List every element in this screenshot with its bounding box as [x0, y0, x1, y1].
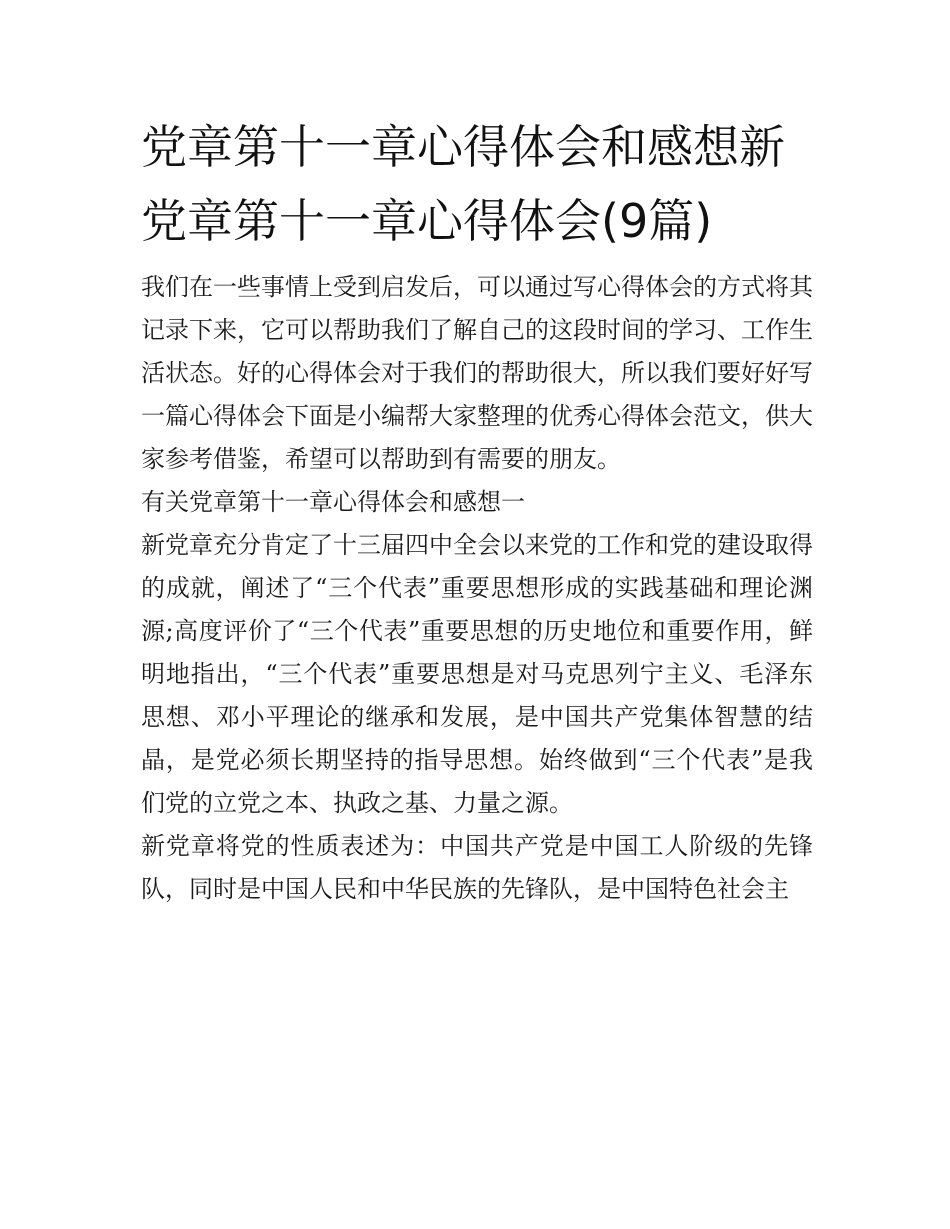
body-paragraph-1: 新党章充分肯定了十三届四中全会以来党的工作和党的建设取得的成就，阐述了“三个代表”重要思想形成的实践基础和理论渊源;高度评价了“三个代表”重要思想的历史地位和重要作用，鲜明地指出，“三个代表”重要思想是对马克思列宁主义、毛泽东思想、邓小平理论的继承和发展，是中国共产党集体智慧的结晶，是党必须长期坚持的指导思想。始终做到“三个代表”是我们党的立党之本、执政之基、力量之源。	[141, 531, 813, 817]
document-body	[141, 110, 813, 911]
section-heading: 有关党章第十一章心得体会和感想一	[141, 488, 525, 516]
intro-paragraph: 我们在一些事情上受到启发后，可以通过写心得体会的方式将其记录下来，它可以帮助我们了解自己的这段时间的学习、工作生活状态。好的心得体会对于我们的帮助很大，所以我们要好好写一篇心得体会下面是小编帮大家整理的优秀心得体会范文，供大家参考借鉴，希望可以帮助到有需要的朋友。	[141, 273, 813, 473]
document-title: 党章第十一章心得体会和感想新党章第十一章心得体会(9篇)	[141, 120, 785, 248]
body-paragraph-2: 新党章将党的性质表述为：中国共产党是中国工人阶级的先锋队，同时是中国人民和中华民族的先锋队，是中国特色社会主	[141, 832, 813, 903]
